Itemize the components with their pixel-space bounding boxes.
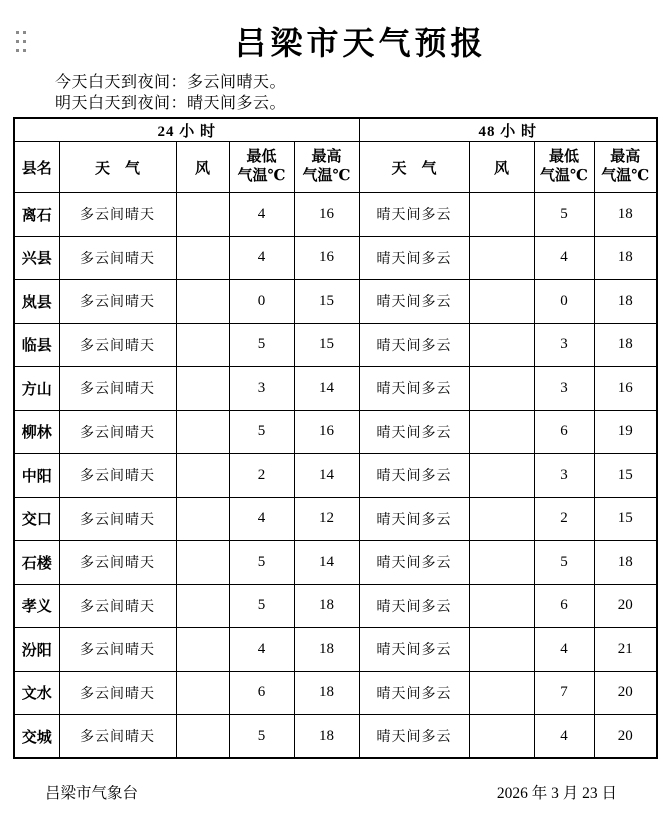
col-header-county: 县名 [14, 142, 59, 193]
high48-cell: 19 [594, 410, 657, 454]
table-row [14, 541, 657, 585]
high48-cell: 21 [594, 628, 657, 672]
table-row [14, 497, 657, 541]
forecast-table-body [14, 193, 657, 759]
high24-cell: 15 [294, 323, 359, 367]
weather24-cell: 多云间晴天 [59, 497, 176, 541]
weather24-cell: 多云间晴天 [59, 454, 176, 498]
weather48-cell: 晴天间多云 [359, 497, 469, 541]
county-name-cell: 方山 [14, 367, 59, 411]
low24-cell: 4 [229, 236, 294, 280]
low48-cell: 3 [534, 323, 594, 367]
column-header-row [14, 142, 657, 193]
county-name-cell: 中阳 [14, 454, 59, 498]
intro-line-today: 今天白天到夜间：多云间晴天。 [55, 74, 287, 91]
table-row [14, 193, 657, 237]
high-temp-label-line2: 气温℃ [302, 168, 351, 184]
weather24-cell: 多云间晴天 [59, 410, 176, 454]
high24-cell: 14 [294, 367, 359, 411]
group-header-row [14, 118, 657, 142]
table-row [14, 323, 657, 367]
low24-cell: 3 [229, 367, 294, 411]
col-header-wind-24h: 风 [176, 142, 229, 193]
high48-cell: 20 [594, 715, 657, 759]
low24-cell: 5 [229, 541, 294, 585]
low48-cell: 4 [534, 715, 594, 759]
weather48-cell: 晴天间多云 [359, 367, 469, 411]
county-name-cell: 交城 [14, 715, 59, 759]
high48-cell: 20 [594, 671, 657, 715]
wind24-cell [176, 410, 229, 454]
county-name-cell: 岚县 [14, 280, 59, 324]
wind24-cell [176, 236, 229, 280]
high48-cell: 20 [594, 584, 657, 628]
wind48-cell [469, 584, 534, 628]
col-header-weather-48h: 天 气 [359, 142, 469, 193]
col-header-wind-48h: 风 [469, 142, 534, 193]
weather24-cell: 多云间晴天 [59, 280, 176, 324]
wind48-cell [469, 280, 534, 324]
page-title: 吕梁市天气预报 [234, 25, 487, 61]
high48-cell: 18 [594, 541, 657, 585]
low-temp-label-line1: 最低 [549, 149, 580, 165]
wind48-cell [469, 454, 534, 498]
footer [0, 781, 667, 803]
low-temp-label-line1: 最低 [246, 149, 277, 165]
high24-cell: 16 [294, 410, 359, 454]
wind48-cell [469, 410, 534, 454]
table-row [14, 584, 657, 628]
high48-cell: 18 [594, 280, 657, 324]
wind48-cell [469, 236, 534, 280]
issue-date: 2026 年 3 月 23 日 [496, 785, 617, 802]
low24-cell: 2 [229, 454, 294, 498]
intro-line-tomorrow: 明天白天到夜间：晴天间多云。 [55, 95, 287, 112]
table-row [14, 671, 657, 715]
high48-cell: 15 [594, 497, 657, 541]
county-name-cell: 文水 [14, 671, 59, 715]
low48-cell: 0 [534, 280, 594, 324]
weather24-cell: 多云间晴天 [59, 323, 176, 367]
low24-cell: 5 [229, 715, 294, 759]
wind48-cell [469, 671, 534, 715]
low-temp-label-line2: 气温℃ [540, 168, 588, 184]
wind24-cell [176, 280, 229, 324]
high24-cell: 18 [294, 628, 359, 672]
high24-cell: 18 [294, 584, 359, 628]
table-row [14, 236, 657, 280]
wind48-cell [469, 497, 534, 541]
weather48-cell: 晴天间多云 [359, 410, 469, 454]
forecast-table [13, 117, 658, 759]
issuer-name: 吕梁市气象台 [45, 785, 139, 802]
county-name-cell: 孝义 [14, 584, 59, 628]
table-row [14, 454, 657, 498]
county-name-cell: 柳林 [14, 410, 59, 454]
weather24-cell: 多云间晴天 [59, 193, 176, 237]
table-row [14, 715, 657, 759]
low24-cell: 4 [229, 497, 294, 541]
wind24-cell [176, 584, 229, 628]
table-row [14, 410, 657, 454]
low48-cell: 3 [534, 454, 594, 498]
low48-cell: 4 [534, 628, 594, 672]
weather48-cell: 晴天间多云 [359, 193, 469, 237]
wind24-cell [176, 497, 229, 541]
county-name-cell: 石楼 [14, 541, 59, 585]
wind48-cell [469, 715, 534, 759]
county-name-cell: 汾阳 [14, 628, 59, 672]
low48-cell: 4 [534, 236, 594, 280]
wind24-cell [176, 454, 229, 498]
wind24-cell [176, 628, 229, 672]
weather48-cell: 晴天间多云 [359, 671, 469, 715]
col-header-weather-24h: 天 气 [59, 142, 176, 193]
county-name-cell: 离石 [14, 193, 59, 237]
wind24-cell [176, 715, 229, 759]
table-row [14, 628, 657, 672]
wind24-cell [176, 367, 229, 411]
county-name-cell: 临县 [14, 323, 59, 367]
weather48-cell: 晴天间多云 [359, 541, 469, 585]
high-temp-label-line2: 气温℃ [601, 168, 650, 184]
wind48-cell [469, 628, 534, 672]
low24-cell: 5 [229, 323, 294, 367]
weather24-cell: 多云间晴天 [59, 541, 176, 585]
group-header-24h: 24 小 时 [14, 118, 359, 142]
high24-cell: 15 [294, 280, 359, 324]
wind48-cell [469, 367, 534, 411]
wind24-cell [176, 671, 229, 715]
high24-cell: 16 [294, 236, 359, 280]
low48-cell: 2 [534, 497, 594, 541]
low24-cell: 4 [229, 193, 294, 237]
table-row [14, 367, 657, 411]
low48-cell: 3 [534, 367, 594, 411]
weather48-cell: 晴天间多云 [359, 280, 469, 324]
wind24-cell [176, 541, 229, 585]
col-header-low-temp-48h [534, 142, 594, 193]
weather48-cell: 晴天间多云 [359, 323, 469, 367]
col-header-high-temp-48h [594, 142, 657, 193]
low24-cell: 5 [229, 410, 294, 454]
high48-cell: 15 [594, 454, 657, 498]
county-name-cell: 兴县 [14, 236, 59, 280]
weather48-cell: 晴天间多云 [359, 236, 469, 280]
low24-cell: 5 [229, 584, 294, 628]
high48-cell: 18 [594, 193, 657, 237]
county-name-cell: 交口 [14, 497, 59, 541]
low24-cell: 4 [229, 628, 294, 672]
wind48-cell [469, 323, 534, 367]
low48-cell: 6 [534, 410, 594, 454]
high24-cell: 14 [294, 541, 359, 585]
high-temp-label-line1: 最高 [610, 149, 641, 165]
high48-cell: 18 [594, 323, 657, 367]
wind48-cell [469, 541, 534, 585]
low-temp-label-line2: 气温℃ [237, 168, 286, 184]
weather24-cell: 多云间晴天 [59, 236, 176, 280]
wind24-cell [176, 323, 229, 367]
weather24-cell: 多云间晴天 [59, 715, 176, 759]
weather48-cell: 晴天间多云 [359, 454, 469, 498]
table-row [14, 280, 657, 324]
high24-cell: 18 [294, 671, 359, 715]
high24-cell: 14 [294, 454, 359, 498]
col-header-high-temp-24h [294, 142, 359, 193]
wind48-cell [469, 193, 534, 237]
low24-cell: 6 [229, 671, 294, 715]
high-temp-label-line1: 最高 [311, 149, 342, 165]
low48-cell: 6 [534, 584, 594, 628]
table-drag-handle-icon[interactable] [16, 31, 26, 52]
col-header-low-temp-24h [229, 142, 294, 193]
intro-block [0, 61, 667, 114]
low48-cell: 5 [534, 193, 594, 237]
high24-cell: 18 [294, 715, 359, 759]
low48-cell: 7 [534, 671, 594, 715]
weather24-cell: 多云间晴天 [59, 671, 176, 715]
low24-cell: 0 [229, 280, 294, 324]
wind24-cell [176, 193, 229, 237]
weather48-cell: 晴天间多云 [359, 628, 469, 672]
weather48-cell: 晴天间多云 [359, 715, 469, 759]
low48-cell: 5 [534, 541, 594, 585]
high48-cell: 18 [594, 236, 657, 280]
weather24-cell: 多云间晴天 [59, 584, 176, 628]
weather48-cell: 晴天间多云 [359, 584, 469, 628]
high24-cell: 16 [294, 193, 359, 237]
weather24-cell: 多云间晴天 [59, 628, 176, 672]
group-header-48h: 48 小 时 [359, 118, 657, 142]
high48-cell: 16 [594, 367, 657, 411]
high24-cell: 12 [294, 497, 359, 541]
weather24-cell: 多云间晴天 [59, 367, 176, 411]
